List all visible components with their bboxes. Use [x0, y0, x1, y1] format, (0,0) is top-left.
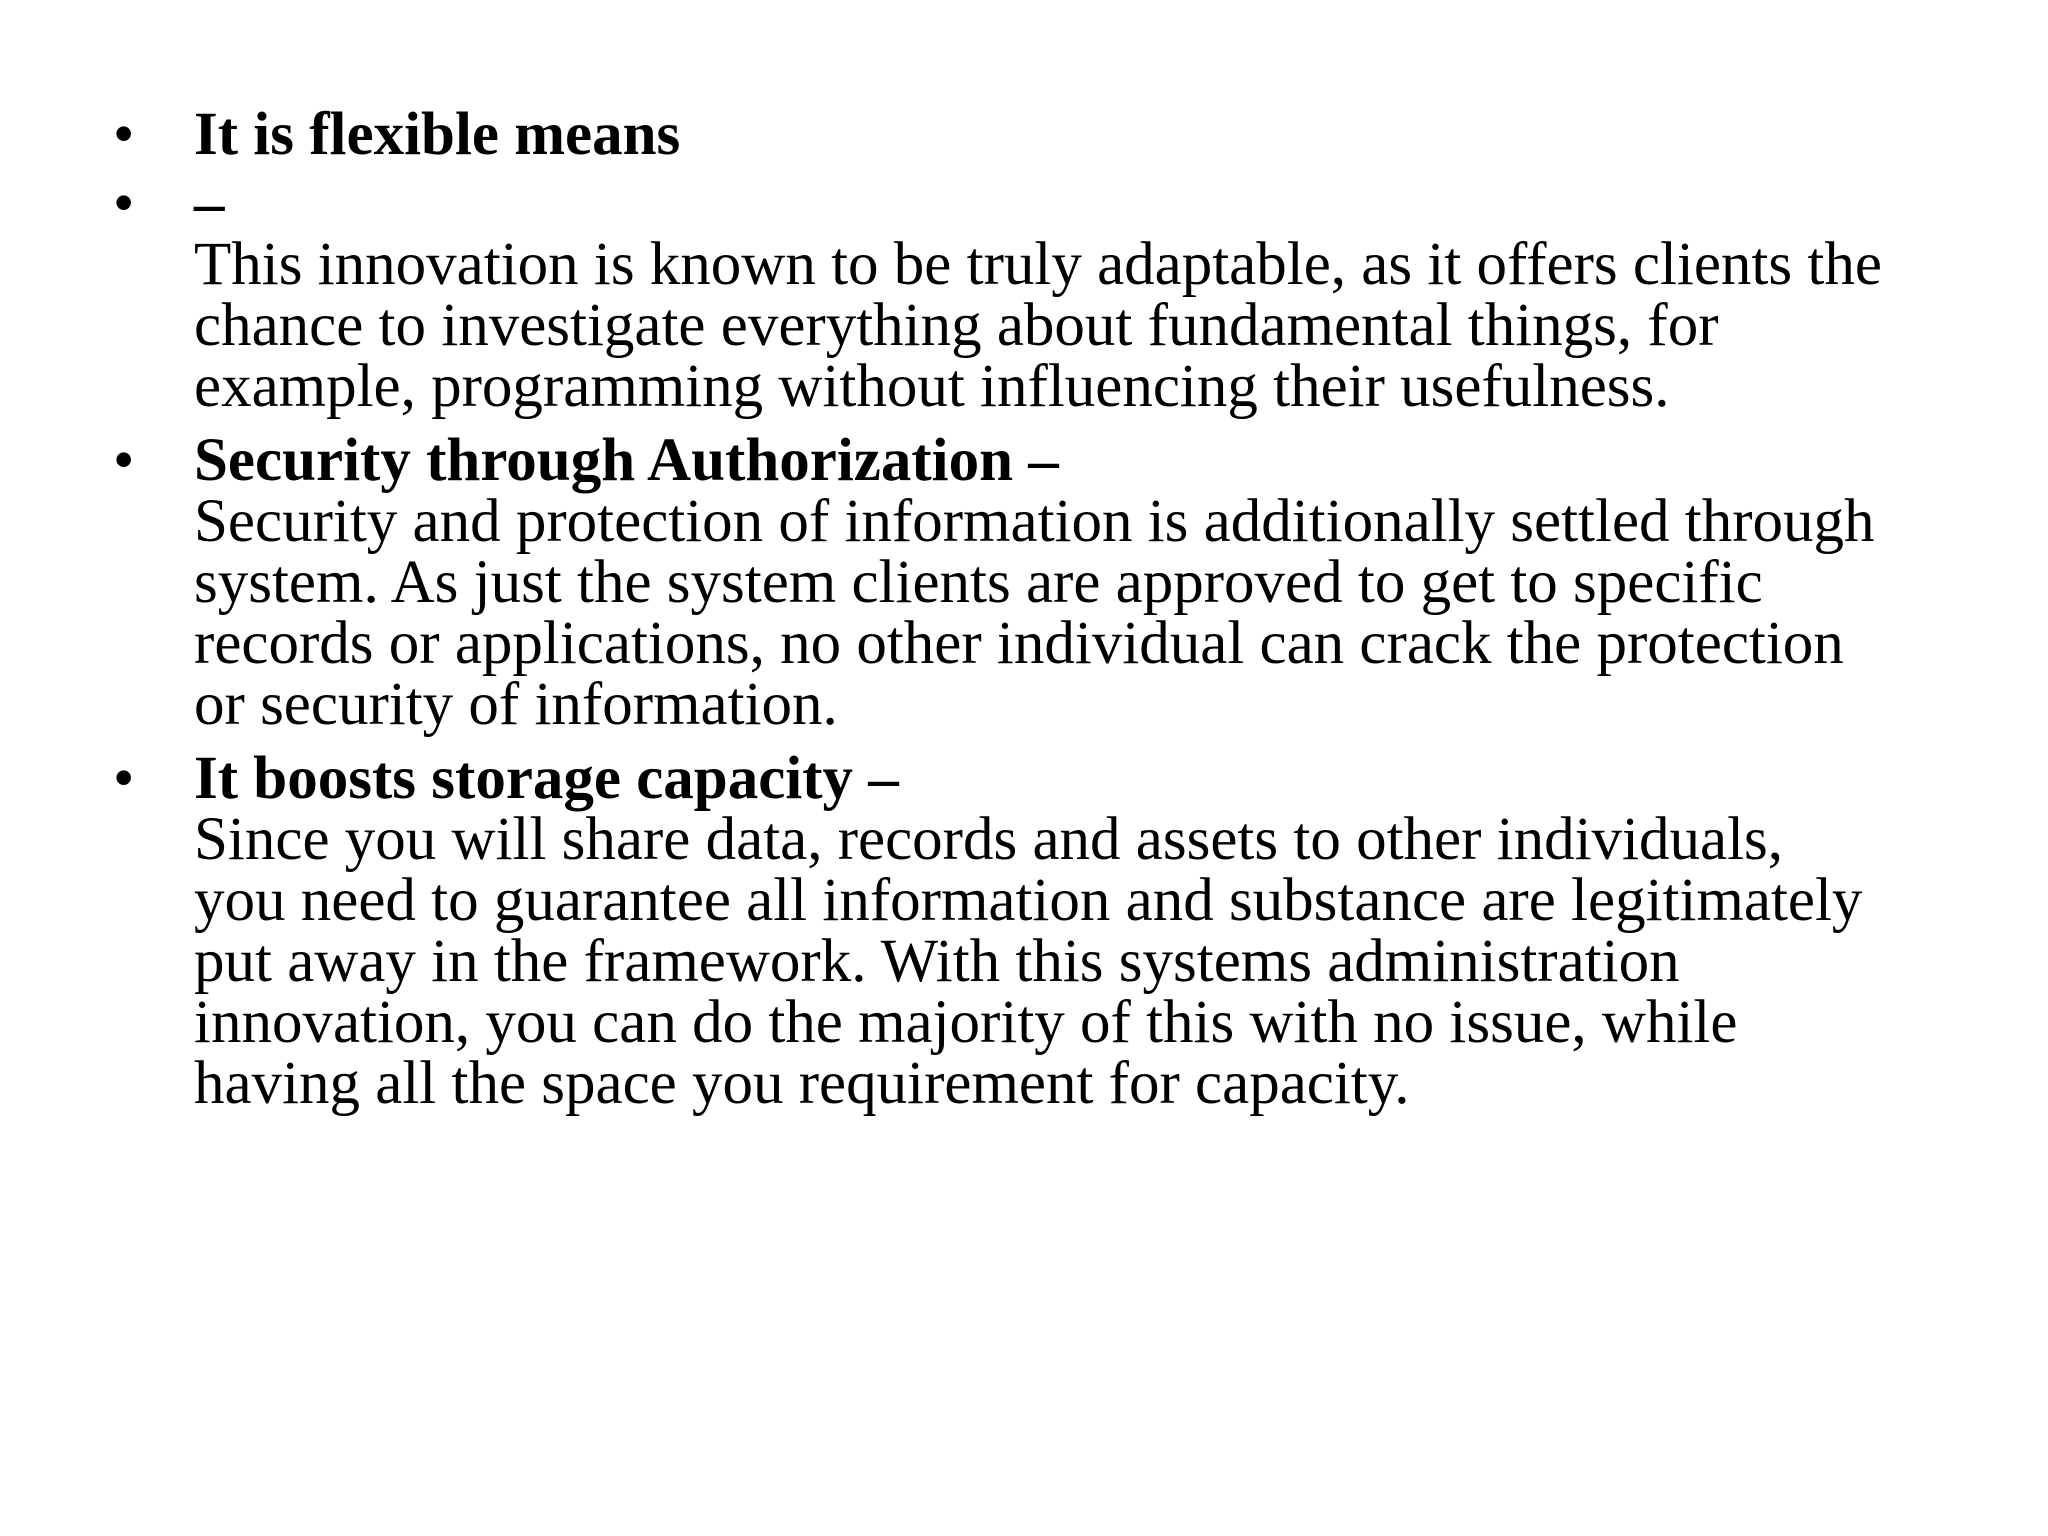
bullet-item-flexible — [0, 101, 2048, 168]
bullet-marker: • — [113, 170, 135, 237]
bullet-body: Since you will share data, records and assets to other individuals, you need to guarantee all information and substance are legitimately put away in the framework. With this systems administration innovation, you can do the majority of this with no issue, while having all the space you requirement for capacity. — [194, 806, 1863, 1117]
bullet-marker: • — [113, 427, 135, 494]
bullet-heading: It boosts storage capacity – — [194, 745, 899, 812]
bullet-list — [0, 101, 2048, 1117]
bullet-heading: It is flexible means — [194, 101, 681, 168]
bullet-item-security — [0, 427, 2048, 738]
bullet-marker: • — [113, 745, 135, 812]
bullet-marker: • — [113, 101, 135, 168]
bullet-heading: – — [194, 170, 225, 237]
bullet-body: This innovation is known to be truly adaptable, as it offers clients the chance to investigate everything about fundamental things, for example, programming without influencing their usefulness. — [194, 231, 1882, 420]
bullet-item-storage — [0, 745, 2048, 1117]
bullet-heading: Security through Authorization – — [194, 427, 1059, 494]
bullet-item-adaptable — [0, 170, 2048, 420]
bullet-body: Security and protection of information is additionally settled through system. As just the system clients are approved to get to specific records or applications, no other individual can crack the protection or security of information. — [194, 488, 1875, 738]
